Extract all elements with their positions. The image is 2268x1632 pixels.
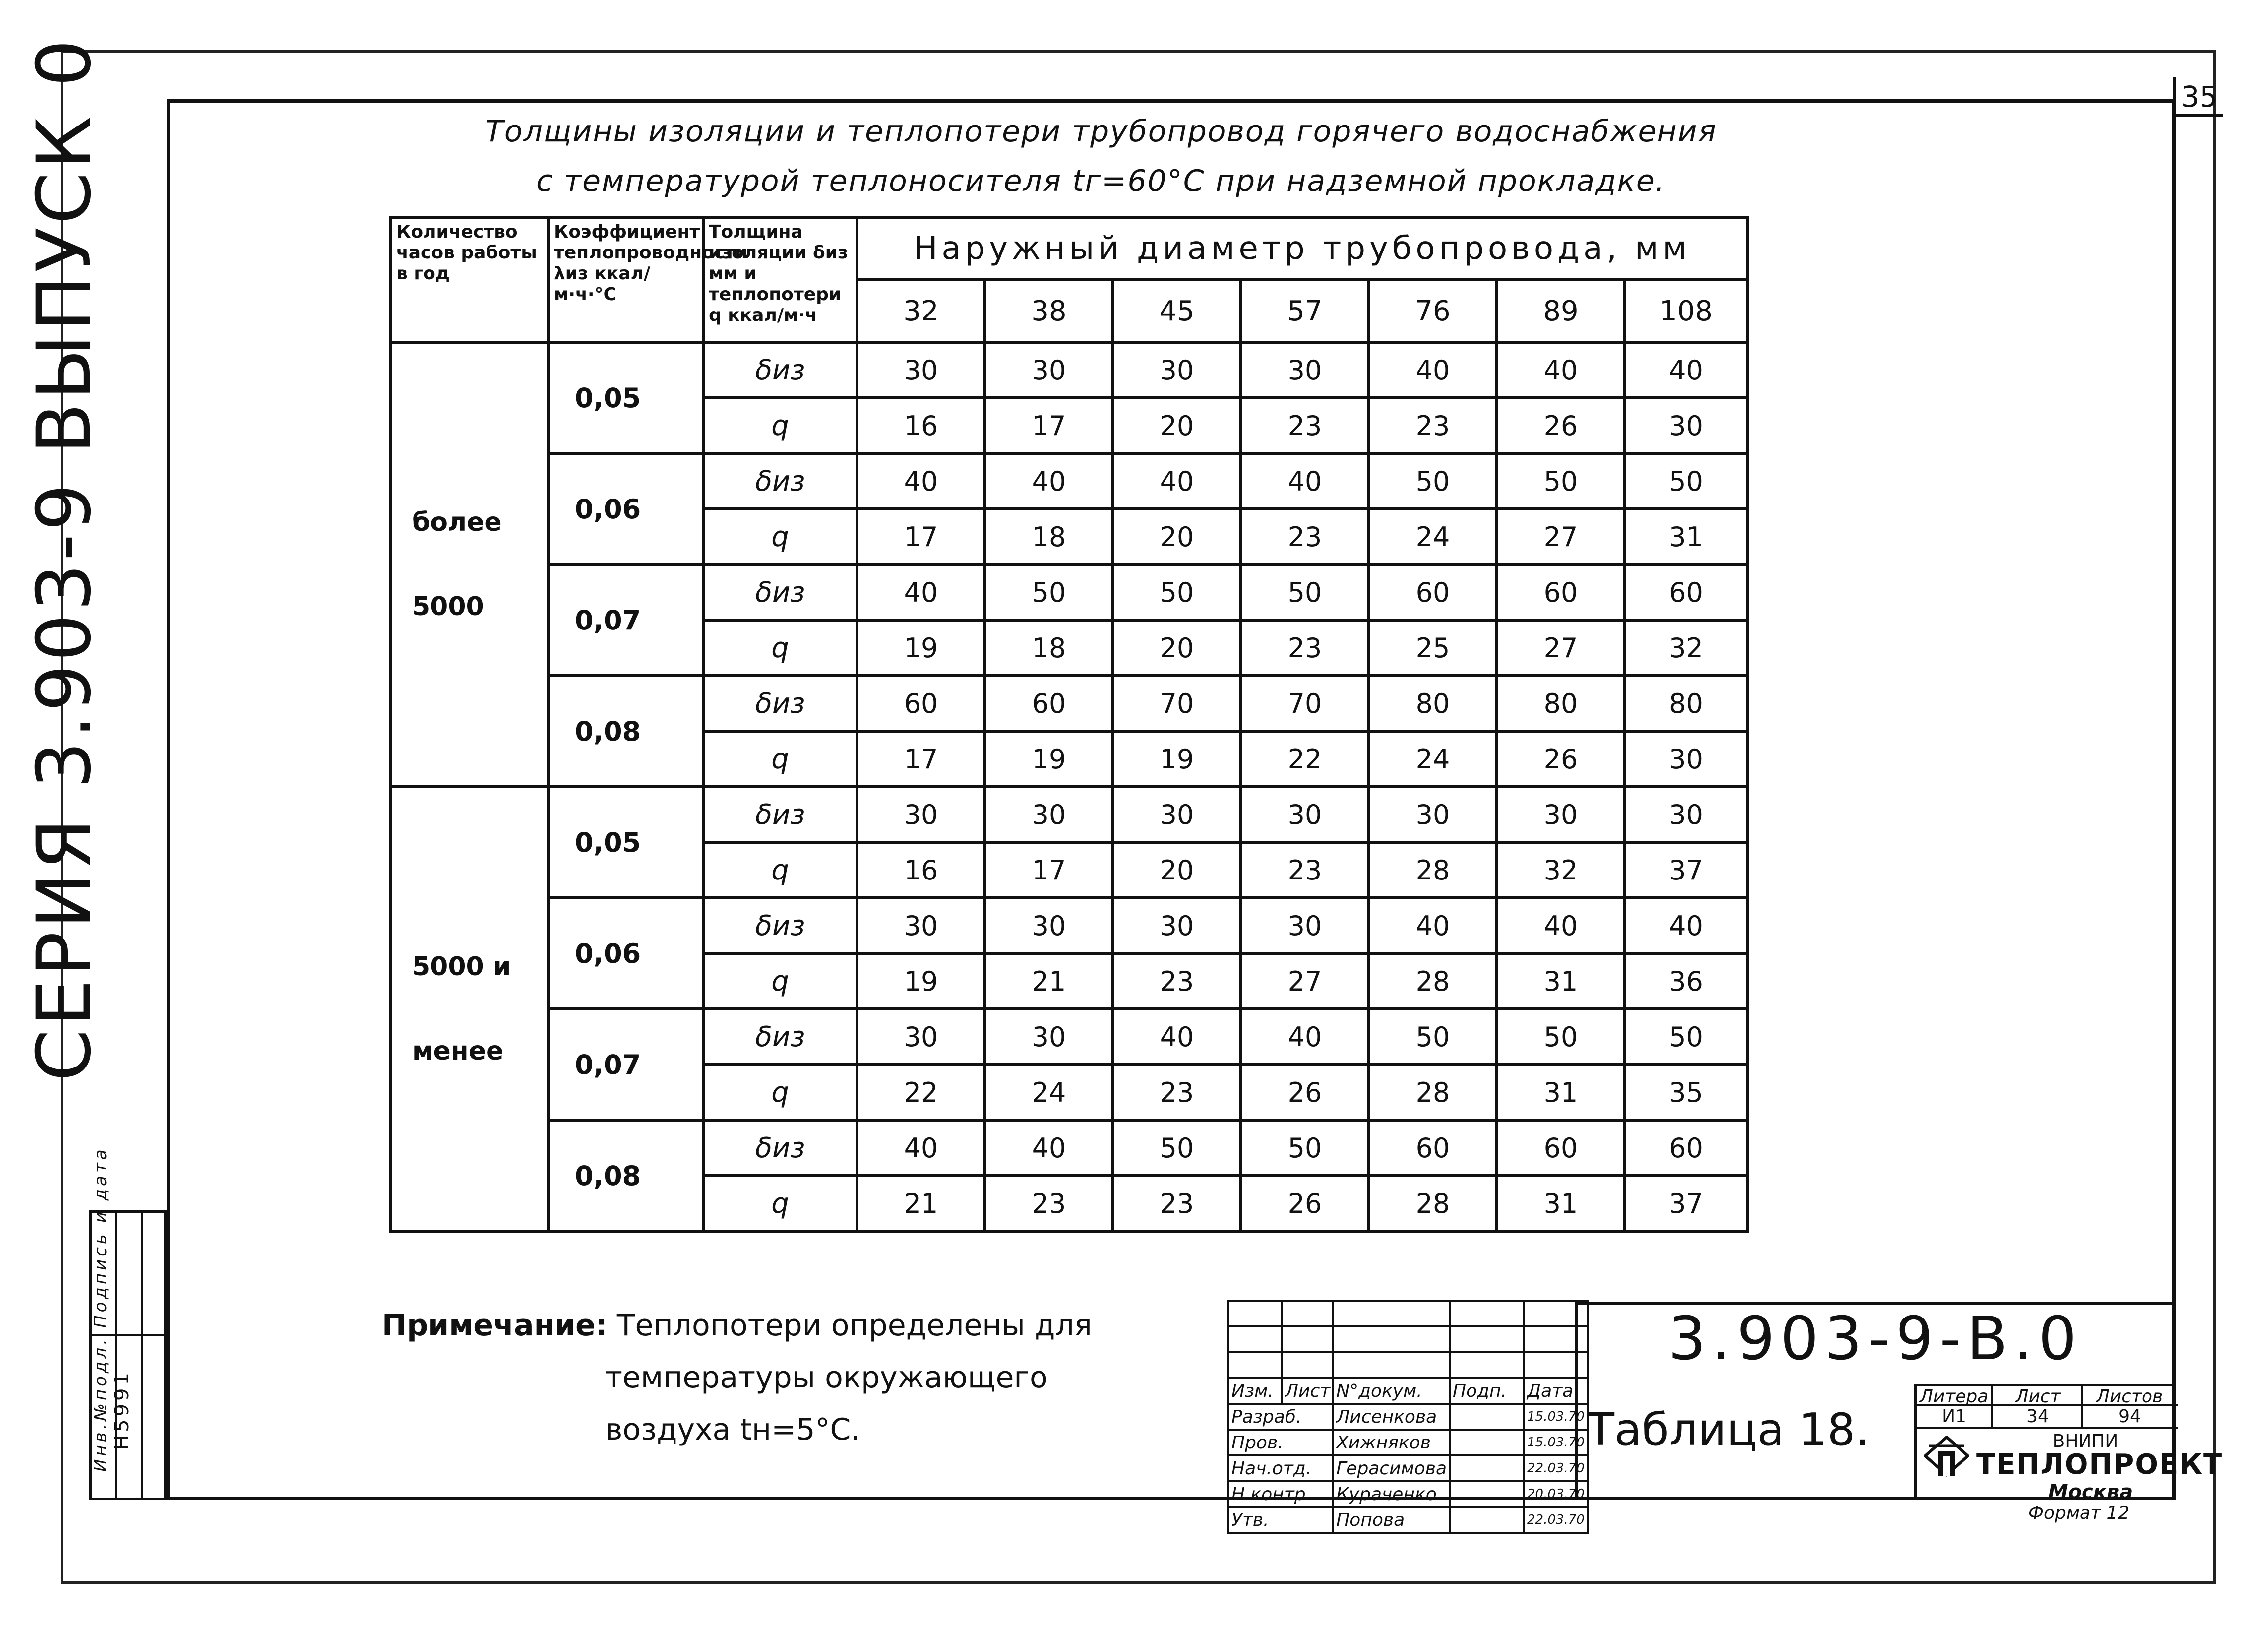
thickness-value: 30 <box>1625 787 1747 842</box>
tb-name: Попова <box>1333 1507 1450 1533</box>
tb-name: Герасимова <box>1333 1455 1450 1481</box>
thickness-value: 50 <box>1369 1009 1497 1065</box>
tb-role: Н.контр. <box>1228 1481 1333 1507</box>
tb-col: N°докум. <box>1333 1378 1450 1404</box>
thickness-value: 60 <box>857 676 985 731</box>
thickness-value: 50 <box>1625 453 1747 509</box>
delta-label: δиз <box>703 898 857 953</box>
heat-loss-value: 32 <box>1625 620 1747 676</box>
heat-loss-value: 31 <box>1625 509 1747 565</box>
note-text-3: воздуха tн=5°С. <box>605 1412 860 1447</box>
header-diameter: 108 <box>1625 280 1747 342</box>
thickness-value: 30 <box>1241 898 1369 953</box>
thickness-value: 70 <box>1113 676 1241 731</box>
signature-row <box>1228 1455 1588 1481</box>
signature-row <box>1228 1481 1588 1507</box>
thickness-value: 30 <box>857 342 985 398</box>
thickness-value: 40 <box>1113 1009 1241 1065</box>
org-top: ВНИПИ <box>2052 1431 2119 1451</box>
q-label: q <box>703 731 857 787</box>
delta-label: δиз <box>703 1009 857 1065</box>
tb-name: Лисенкова <box>1333 1404 1450 1430</box>
heat-loss-value: 23 <box>1241 398 1369 453</box>
thickness-value: 80 <box>1497 676 1625 731</box>
table-name: Таблица 18. <box>1587 1404 1870 1456</box>
thickness-value: 60 <box>1497 1120 1625 1176</box>
thickness-value: 60 <box>1625 1120 1747 1176</box>
thickness-value: 50 <box>1497 1009 1625 1065</box>
tb-name: Кураченко <box>1333 1481 1450 1507</box>
heat-loss-value: 20 <box>1113 842 1241 898</box>
coef-cell: 0,05 <box>549 787 703 898</box>
tb-col: Изм. <box>1228 1378 1282 1404</box>
heat-loss-value: 24 <box>1369 509 1497 565</box>
org-city: Москва <box>2048 1481 2133 1504</box>
note-label: Примечание: <box>382 1308 608 1343</box>
note-text-1: Теплопотери определены для <box>616 1308 1092 1343</box>
thickness-value: 40 <box>857 1120 985 1176</box>
tb-sign <box>1450 1507 1524 1533</box>
thickness-value: 60 <box>1369 1120 1497 1176</box>
page-title-line-2: с температурой теплоносителя tг=60°C при надземной прокладке. <box>536 164 1666 198</box>
thickness-value: 40 <box>1241 1009 1369 1065</box>
heat-loss-value: 25 <box>1369 620 1497 676</box>
note <box>382 1300 1092 1456</box>
q-label: q <box>703 1065 857 1120</box>
heat-loss-value: 24 <box>1369 731 1497 787</box>
heat-loss-value: 30 <box>1625 731 1747 787</box>
tb-date: 15.03.70 <box>1524 1404 1588 1430</box>
heat-loss-value: 21 <box>985 953 1113 1009</box>
header-diameter: 32 <box>857 280 985 342</box>
heat-loss-value: 27 <box>1241 953 1369 1009</box>
thickness-value: 40 <box>1369 342 1497 398</box>
format-label: Формат 12 <box>2028 1503 2130 1523</box>
thickness-value: 30 <box>1113 787 1241 842</box>
heat-loss-value: 20 <box>1113 398 1241 453</box>
heat-loss-value: 17 <box>985 842 1113 898</box>
org-name: ТЕПЛОПРОЕКТ <box>1976 1448 2223 1481</box>
delta-label: δиз <box>703 565 857 620</box>
thickness-value: 40 <box>1497 898 1625 953</box>
tb-date: 22.03.70 <box>1524 1507 1588 1533</box>
delta-label: δиз <box>703 676 857 731</box>
thickness-value: 30 <box>985 898 1113 953</box>
thickness-value: 50 <box>1625 1009 1747 1065</box>
heat-loss-value: 31 <box>1497 1176 1625 1231</box>
heat-loss-value: 19 <box>985 731 1113 787</box>
tb-role: Утв. <box>1228 1507 1333 1533</box>
q-label: q <box>703 842 857 898</box>
litera-value: И1 <box>1942 1406 1966 1427</box>
table-row <box>391 565 1747 620</box>
heat-loss-value: 30 <box>1625 398 1747 453</box>
thickness-value: 40 <box>985 453 1113 509</box>
tb-col: Подп. <box>1450 1378 1524 1404</box>
heat-loss-value: 23 <box>1241 620 1369 676</box>
thickness-value: 60 <box>1369 565 1497 620</box>
tb-date: 15.03.70 <box>1524 1430 1588 1455</box>
heat-loss-value: 23 <box>1113 1176 1241 1231</box>
thickness-value: 40 <box>1497 342 1625 398</box>
thickness-value: 60 <box>1497 565 1625 620</box>
thickness-value: 40 <box>857 565 985 620</box>
heat-loss-value: 20 <box>1113 509 1241 565</box>
thickness-value: 60 <box>1625 565 1747 620</box>
table-row <box>391 342 1747 398</box>
heat-loss-value: 17 <box>857 731 985 787</box>
thickness-value: 50 <box>985 565 1113 620</box>
inv-number: Н5991 <box>111 1370 133 1450</box>
tb-sign <box>1450 1430 1524 1455</box>
heat-loss-value: 23 <box>985 1176 1113 1231</box>
table-row <box>391 898 1747 953</box>
header-diameter-group: Наружный диаметр трубопровода, мм <box>857 217 1747 280</box>
signature-row <box>1228 1404 1588 1430</box>
doc-code: 3.903-9-В.0 <box>1668 1305 2083 1374</box>
org-logo-icon <box>1924 1436 1969 1491</box>
tb-name: Хижняков <box>1333 1430 1450 1455</box>
table-row <box>391 1009 1747 1065</box>
sheet-number: 35 <box>2173 77 2223 117</box>
thickness-value: 40 <box>1625 342 1747 398</box>
heat-loss-value: 21 <box>857 1176 985 1231</box>
hours-cell: более 5000 <box>391 342 549 787</box>
heat-loss-value: 19 <box>857 620 985 676</box>
heat-loss-value: 28 <box>1369 953 1497 1009</box>
thickness-value: 30 <box>1241 342 1369 398</box>
table-row <box>391 676 1747 731</box>
heat-loss-value: 23 <box>1113 1065 1241 1120</box>
thickness-value: 80 <box>1625 676 1747 731</box>
thickness-value: 60 <box>985 676 1113 731</box>
left-stamp <box>89 1146 167 1500</box>
heat-loss-value: 37 <box>1625 1176 1747 1231</box>
thickness-value: 50 <box>1113 565 1241 620</box>
heat-loss-value: 23 <box>1113 953 1241 1009</box>
heat-loss-value: 26 <box>1241 1065 1369 1120</box>
thickness-value: 80 <box>1369 676 1497 731</box>
heat-loss-value: 31 <box>1497 953 1625 1009</box>
tb-role: Пров. <box>1228 1430 1333 1455</box>
heat-loss-value: 24 <box>985 1065 1113 1120</box>
coef-cell: 0,08 <box>549 676 703 787</box>
heat-loss-value: 22 <box>857 1065 985 1120</box>
thickness-value: 30 <box>985 1009 1113 1065</box>
table-row <box>391 1120 1747 1176</box>
tb-col: Дата <box>1524 1378 1588 1404</box>
heat-loss-value: 36 <box>1625 953 1747 1009</box>
heat-loss-value: 22 <box>1241 731 1369 787</box>
header-hours: Количество часов работы в год <box>391 217 549 342</box>
thickness-value: 40 <box>1369 898 1497 953</box>
heat-loss-value: 17 <box>985 398 1113 453</box>
heat-loss-value: 18 <box>985 509 1113 565</box>
thickness-value: 70 <box>1241 676 1369 731</box>
title-block-signatures <box>1227 1300 1589 1534</box>
heat-loss-value: 28 <box>1369 1176 1497 1231</box>
signature-row <box>1228 1430 1588 1455</box>
heat-loss-value: 35 <box>1625 1065 1747 1120</box>
tb-col: Лист <box>1282 1378 1333 1404</box>
coef-cell: 0,07 <box>549 1009 703 1120</box>
heat-loss-value: 17 <box>857 509 985 565</box>
delta-label: δиз <box>703 453 857 509</box>
heat-loss-value: 19 <box>857 953 985 1009</box>
heat-loss-value: 26 <box>1497 398 1625 453</box>
delta-label: δиз <box>703 342 857 398</box>
tb-sign <box>1450 1404 1524 1430</box>
coef-cell: 0,07 <box>549 565 703 676</box>
thickness-value: 40 <box>1625 898 1747 953</box>
sheet-label: Лист <box>1991 1386 2083 1407</box>
hours-cell: 5000 и менее <box>391 787 549 1231</box>
header-diameter: 38 <box>985 280 1113 342</box>
q-label: q <box>703 398 857 453</box>
q-label: q <box>703 1176 857 1231</box>
header-diameter: 89 <box>1497 280 1625 342</box>
thickness-value: 30 <box>1369 787 1497 842</box>
heat-loss-value: 28 <box>1369 842 1497 898</box>
sheets-label: Листов <box>2081 1386 2177 1407</box>
thickness-value: 30 <box>1113 342 1241 398</box>
thickness-value: 50 <box>1497 453 1625 509</box>
thickness-value: 30 <box>1113 898 1241 953</box>
q-label: q <box>703 953 857 1009</box>
heat-loss-value: 28 <box>1369 1065 1497 1120</box>
sheets-value: 94 <box>2081 1406 2177 1427</box>
tb-role: Разраб. <box>1228 1404 1333 1430</box>
heat-loss-value: 23 <box>1241 842 1369 898</box>
thickness-value: 40 <box>985 1120 1113 1176</box>
heat-loss-value: 20 <box>1113 620 1241 676</box>
note-text-2: температуры окружающего <box>605 1360 1048 1395</box>
thickness-value: 30 <box>857 1009 985 1065</box>
heat-loss-value: 16 <box>857 398 985 453</box>
thickness-value: 50 <box>1113 1120 1241 1176</box>
heat-loss-value: 18 <box>985 620 1113 676</box>
thickness-value: 50 <box>1369 453 1497 509</box>
tb-role: Нач.отд. <box>1228 1455 1333 1481</box>
thickness-value: 30 <box>1497 787 1625 842</box>
heat-loss-value: 26 <box>1497 731 1625 787</box>
header-diameter: 57 <box>1241 280 1369 342</box>
delta-label: δиз <box>703 1120 857 1176</box>
tb-sign <box>1450 1455 1524 1481</box>
insulation-table <box>389 216 1749 1233</box>
thickness-value: 40 <box>1113 453 1241 509</box>
coef-cell: 0,06 <box>549 898 703 1009</box>
sign-label: Подпись и дата <box>91 1146 111 1328</box>
q-label: q <box>703 509 857 565</box>
tb-date: 20.03.70 <box>1524 1481 1588 1507</box>
page-title-line-1: Толщины изоляции и теплопотери трубопровод горячего водоснабжения <box>485 114 1717 149</box>
q-label: q <box>703 620 857 676</box>
heat-loss-value: 16 <box>857 842 985 898</box>
inv-label: Инв.№подл. <box>91 1336 111 1472</box>
tb-date: 22.03.70 <box>1524 1455 1588 1481</box>
heat-loss-value: 32 <box>1497 842 1625 898</box>
series-label: СЕРИЯ 3.903-9 ВЫПУСК 0 <box>21 36 108 1081</box>
tb-sign <box>1450 1481 1524 1507</box>
heat-loss-value: 23 <box>1369 398 1497 453</box>
thickness-value: 40 <box>1241 453 1369 509</box>
thickness-value: 50 <box>1241 1120 1369 1176</box>
heat-loss-value: 31 <box>1497 1065 1625 1120</box>
header-diameter: 45 <box>1113 280 1241 342</box>
heat-loss-value: 27 <box>1497 509 1625 565</box>
heat-loss-value: 19 <box>1113 731 1241 787</box>
thickness-value: 30 <box>985 787 1113 842</box>
coef-cell: 0,06 <box>549 453 703 565</box>
heat-loss-value: 37 <box>1625 842 1747 898</box>
coef-cell: 0,05 <box>549 342 703 453</box>
heat-loss-value: 27 <box>1497 620 1625 676</box>
table-row <box>391 453 1747 509</box>
heat-loss-value: 26 <box>1241 1176 1369 1231</box>
thickness-value: 30 <box>985 342 1113 398</box>
header-diameter: 76 <box>1369 280 1497 342</box>
signature-row <box>1228 1507 1588 1533</box>
thickness-value: 40 <box>857 453 985 509</box>
sheet-value: 34 <box>1991 1406 2083 1427</box>
delta-label: δиз <box>703 787 857 842</box>
heat-loss-value: 23 <box>1241 509 1369 565</box>
thickness-value: 50 <box>1241 565 1369 620</box>
litera-label: Литера <box>1919 1386 1989 1407</box>
header-thickness: Толщина изоляции δиз мм и теплопотери q ккал/м·ч <box>703 217 857 342</box>
header-coef: Коэффициент теплопроводности λиз ккал/м·ч·°С <box>549 217 703 342</box>
thickness-value: 30 <box>857 787 985 842</box>
coef-cell: 0,08 <box>549 1120 703 1231</box>
thickness-value: 30 <box>857 898 985 953</box>
thickness-value: 30 <box>1241 787 1369 842</box>
table-row <box>391 787 1747 842</box>
